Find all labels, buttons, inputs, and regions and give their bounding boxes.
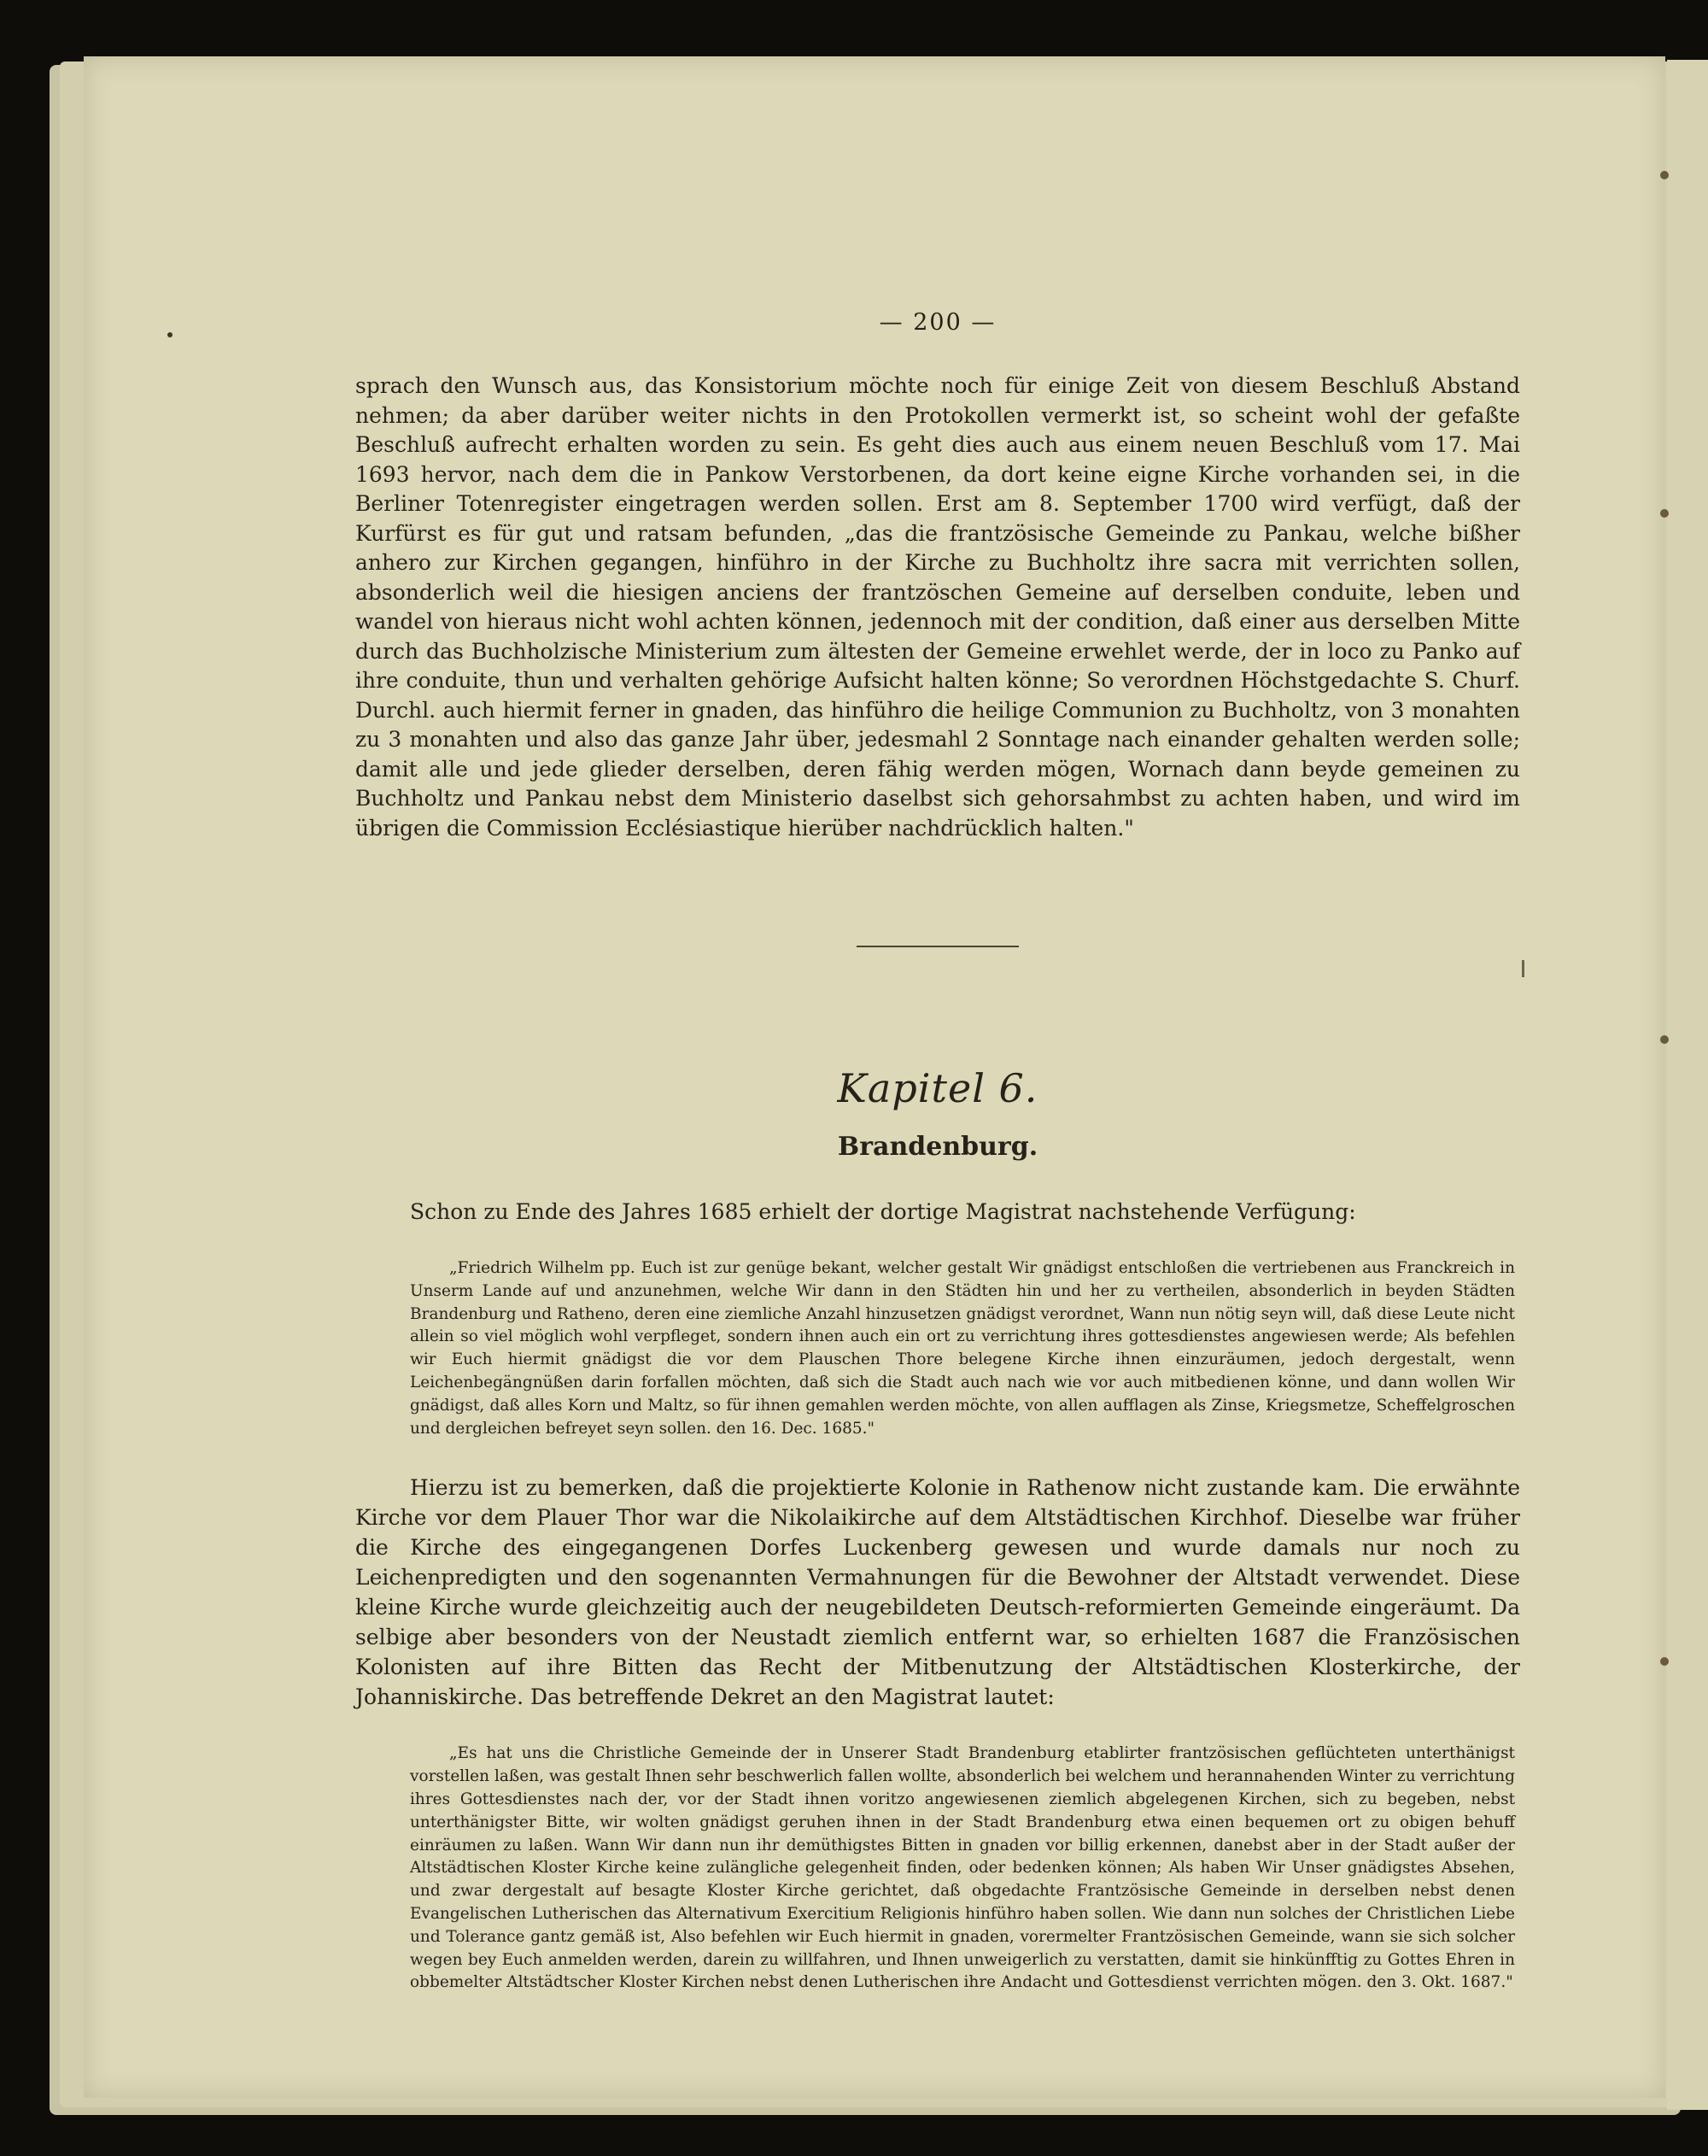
binding-mark (1660, 509, 1669, 518)
intro-paragraph: Schon zu Ende des Jahres 1685 erhielt der dortige Magistrat nachstehende Verfügung: (410, 1199, 1356, 1224)
decree-text-1687: „Es hat uns die Christliche Gemeinde der in Unserer Stadt Brandenburg etablirter frantzösischen geflüchteten unterthänigst vorstellen laßen, was gestalt Ihnen sehr beschwerlich fallen wollte, absonderlich bei welchem und herannahenden Winter zu verrichtung ihres Gottesdienstes nach der, vor der Stadt ihnen voritzo angewiesenen ziemlich abgelegenen Kirchen, sich zu begeben, nebst unterthänigster Bitte, wir wolten gnädigst geruhen ihnen in der Stadt Brandenburg etwa einen bequemen ort zu obigen behuff einräumen zu laßen. Wann Wir dann nun ihr demüthigstes Bitten in gnaden vor billig erkennen, danebst aber in der Stadt außer der Altstädtischen Kloster Kirche keine zulängliche gelegenheit finden, oder bedenken können; Als haben Wir Unser gnädigstes Absehen, und zwar dergestalt auf besagte Kloster Kirche gerichtet, daß obgedachte Frantzösische Gemeinde in derselben nebst denen Evangelischen Lutherischen das Alternativum Exercitium Religionis hinführo haben sollen. Wie dann nun solches der Christlichen Liebe und Tolerance gantz gemäß ist, Also befehlen wir Euch hiermit in gnaden, vorermelter Frantzösischen Gemeinde, wann sie sich solcher wegen bey Euch anmelden werden, darein zu willfahren, und Ihnen unweigerlich zu verstatten, damit sie hinkünfftig zu Gottes Ehren in obbemelter Altstädtscher Kloster Kirchen nebst denen Lutherischen ihre Andacht und Gottesdienst verrichten mögen. den 3. Okt. 1687." (410, 1744, 1515, 1992)
chapter-subtitle: Brandenburg. (837, 1132, 1038, 1162)
commentary-paragraph: Hierzu ist zu bemerken, daß die projektierte Kolonie in Rathenow nicht zustande kam. Die erwähnte Kirche vor dem Plauer Thor war die Nikolaikirche auf dem Altstädtischen Kirchhof. Dieselbe war früher die Kirche des eingegangenen Dorfes Luckenberg gewesen und wurde damals nur noch zu Leichenpredigten und den sogenannten Vermahnungen für die Bewohner der Altstadt verwendet. Diese kleine Kirche wurde gleichzeitig auch der neugebildeten Deutsch-reformierten Gemeinde eingeräumt. Da selbige aber besonders von der Neustadt ziemlich entfernt war, so erhielten 1687 die Französischen Kolonisten auf ihre Bitten das Recht der Mitbenutzung der Altstädtischen Klosterkirche, der Johanniskirche. Das betreffende Dekret an den Magistrat lautet: (355, 1475, 1520, 1710)
book-page (84, 56, 1665, 2098)
binding-mark (1660, 171, 1669, 179)
decree-quote-1685 (355, 1257, 1520, 1440)
ink-dot (167, 332, 173, 337)
decree-quote-1687 (355, 1743, 1520, 1995)
paragraph-continued: sprach den Wunsch aus, das Konsistorium möchte noch für einige Zeit von diesem Beschluß Abstand nehmen; da aber darüber weiter nichts in den Protokollen vermerkt ist, so scheint wohl der gefaßte Beschluß aufrecht erhalten worden zu sein. Es geht dies auch aus einem neuen Beschluß vom 17. Mai 1693 hervor, nach dem die in Pankow Verstorbenen, da dort keine eigne Kirche vorhanden sei, in die Berliner Totenregister eingetragen werden sollen. Erst am 8. September 1700 wird verfügt, daß der Kurfürst es für gut und ratsam befunden, „das die frantzösische Gemeinde zu Pankau, welche bißher anhero zur Kirchen gegangen, hinführo in der Kirche zu Buchholtz ihre sacra mit verrichten sollen, absonderlich weil die hiesigen anciens der frantzöschen Gemeine auf derselben conduite, leben und wandel von hieraus nicht wohl achten können, jedennoch mit der condition, daß einer aus derselben Mitte durch das Buchholzische Ministerium zum ältesten der Gemeine erwehlet werde, der in loco zu Panko auf ihre conduite, thun und verhalten gehörige Aufsicht halten könne; So verordnen Höchstgedachte S. Churf. Durchl. auch hiermit ferner in gnaden, das hinführo die heilige Communion zu Buchholtz, von 3 monahten zu 3 monahten und also das ganze Jahr über, jedesmahl 2 Sonntage nach einander gehalten werden solle; damit alle und jede glieder derselben, deren fähig werden mögen, Wornach dann beyde gemeinen zu Buchholtz und Pankau nebst dem Ministerio daselbst sich gehorsahmbst zu achten haben, und wird im übrigen die Commission Ecclésiastique hierüber nachdrücklich halten." (355, 373, 1520, 841)
decree-text-1685: „Friedrich Wilhelm pp. Euch ist zur genüge bekant, welcher gestalt Wir gnädigst entschloßen die vertriebenen aus Franckreich in Unserm Lande auf und anzunehmen, welche Wir dann in den Städten hin und her zu vertheilen, absonderlich in beyden Städten Brandenburg und Ratheno, deren eine ziemliche Anzahl hinzusetzen gnädigst verordnet, Wann nun nötig seyn will, daß diese Leute nicht allein so viel möglich wohl verpfleget, sondern ihnen auch ein ort zu verrichtung ihres gottesdienstes angewiesen werde; Als befehlen wir Euch hiermit gnädigst die vor dem Plauschen Thore belegene Kirche ihnen einzuräumen, jedoch dergestalt, wenn Leichenbegängnüßen darin forfallen möchten, daß sich die Stadt auch nach wie vor auch mitbedienen könne, und dann wollen Wir gnädigst, daß alles Korn und Maltz, so für ihnen gemahlen werden möchte, von allen aufflagen als Zinse, Kriegsmetze, Scheffelgroschen und dergleichen befreyet seyn sollen. den 16. Dec. 1685." (410, 1259, 1515, 1438)
next-page-edge (1667, 60, 1708, 2110)
section-divider (857, 946, 1019, 947)
binding-mark (1660, 1035, 1669, 1044)
binding-mark (1660, 1657, 1669, 1666)
page-content (355, 309, 1520, 1995)
chapter-title: Kapitel 6. (837, 1065, 1038, 1111)
page-mark (1522, 960, 1524, 977)
page-number: — 200 — (879, 309, 997, 336)
